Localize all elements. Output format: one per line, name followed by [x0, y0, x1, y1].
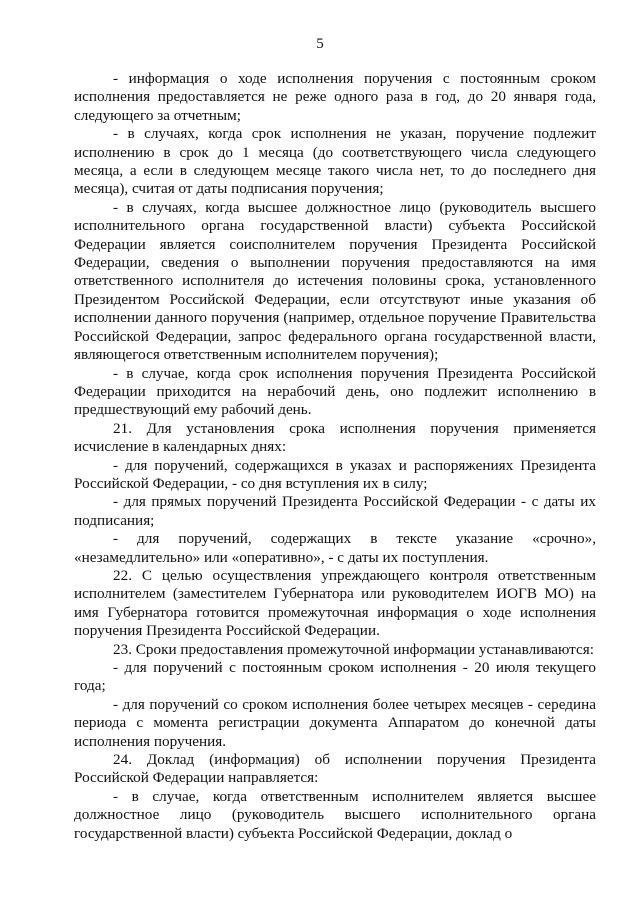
paragraph-co-executor-reporting: - в случаях, когда высшее должностное лицо (руководитель высшего исполнительного органа государственной власти) субъекта Российской Федерации является соисполнителем поручения Президента Российской Федерации, сведения о выполнении поручения предоставляются на имя ответственного исполнителя до истечения половины срока, установленного Президентом Российской Федерации, если отсутствуют иные указания об исполнении данного поручения (например, отдельное поручение Правительства Российской Федерации, запрос федерального органа государственной власти, являющегося ответственным исполнителем поручения); [74, 198, 596, 364]
page-number: 5 [316, 36, 324, 52]
paragraph-decrees-effective-date: - для поручений, содержащихся в указах и распоряжениях Президента Российской Федерации, - со дня вступления их в силу; [74, 456, 596, 492]
paragraph-permanent-term-interim: - для поручений с постоянным сроком исполнения - 20 июля текущего года; [74, 659, 596, 695]
paragraph-long-term-interim: - для поручений со сроком исполнения более четырех месяцев - середина периода с момента регистрации документа Аппаратом до конечной даты исполнения поручения. [74, 695, 596, 750]
paragraph-unspecified-deadline: - в случаях, когда срок исполнения не указан, поручение подлежит исполнению в срок до 1 месяца (до соответствующего числа следующего месяца, а если в следующем месяце такого числа нет, то до последнего дня месяца), считая от даты подписания поручения; [74, 125, 596, 198]
paragraph-non-working-day: - в случае, когда срок исполнения поручения Президента Российской Федерации приходится на нерабочий день, оно подлежит исполнению в предшествующий ему рабочий день. [74, 364, 596, 419]
paragraph-item-21: 21. Для установления срока исполнения поручения применяется исчисление в календарных днях: [74, 419, 596, 456]
paragraph-item-23: 23. Сроки предоставления промежуточной информации устанавливаются: [113, 640, 594, 658]
paragraph-periodic-report-deadline: - информация о ходе исполнения поручения с постоянным сроком исполнения предоставляется не реже одного раза в год, до 20 января года, следующего за отчетным; [74, 70, 596, 124]
paragraph-direct-orders-signing-date: - для прямых поручений Президента Российской Федерации - с даты их подписания; [74, 493, 596, 529]
paragraph-governor-responsible-executor: - в случае, когда ответственным исполнителем является высшее должностное лицо (руководитель высшего исполнительного органа государственной власти) субъекта Российской Федерации, доклад о [74, 787, 596, 842]
paragraph-urgent-orders-receipt-date: - для поручений, содержащих в тексте указание «срочно», «незамедлительно» или «оперативно», - с даты их поступления. [74, 530, 596, 566]
document-body [74, 70, 596, 843]
paragraph-item-22: 22. С целью осуществления упреждающего контроля ответственным исполнителем (заместителем Губернатора или руководителем ИОГВ МО) на имя Губернатора готовится промежуточная информация о ходе исполнения поручения Президента Российской Федерации. [74, 566, 596, 640]
paragraph-item-24: 24. Доклад (информация) об исполнении поручения Президента Российской Федерации направляется: [74, 751, 596, 787]
